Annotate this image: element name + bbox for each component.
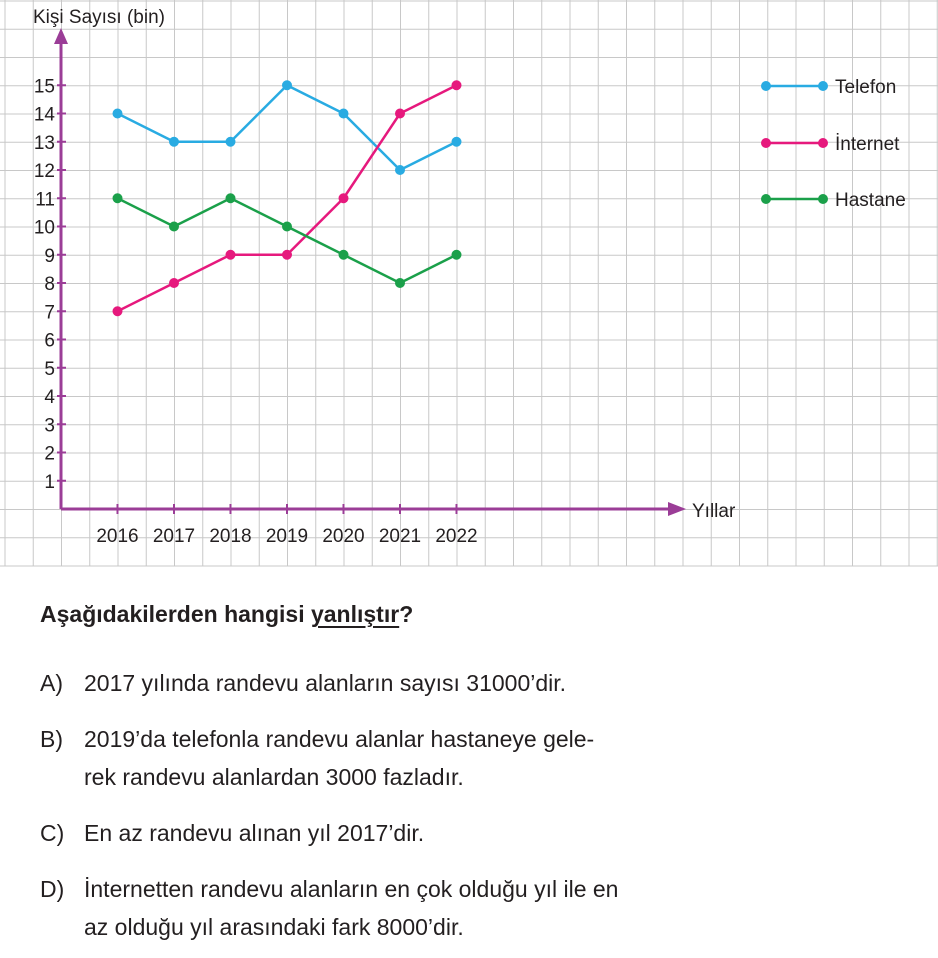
legend-label: Hastane (835, 190, 906, 211)
option-letter: A) (40, 670, 63, 696)
legend-label: Telefon (835, 77, 897, 98)
y-tick-label: 7 (44, 302, 55, 324)
data-point (282, 222, 292, 232)
option-text: 2019’da telefonla randevu alanlar hastaneye gele- (84, 726, 595, 752)
x-tick-label: 2016 (96, 526, 139, 547)
data-point (113, 193, 123, 203)
x-tick-label: 2022 (435, 526, 478, 547)
data-point (282, 250, 292, 260)
option-b[interactable] (40, 720, 594, 796)
legend-marker (818, 194, 828, 204)
option-d[interactable] (40, 870, 618, 946)
x-tick-label: 2018 (209, 526, 252, 547)
y-tick-label: 14 (33, 104, 55, 126)
option-text-continued: rek randevu alanlardan 3000 fazladır. (84, 764, 464, 790)
question-underlined-word: yanlıştır (310, 601, 400, 627)
legend-label: İnternet (835, 134, 900, 155)
data-point (169, 222, 179, 232)
option-text-continued: az olduğu yıl arasındaki fark 8000’dir. (84, 914, 464, 940)
option-text: En az randevu alınan yıl 2017’dir. (84, 820, 425, 846)
x-tick-label: 2021 (378, 526, 422, 547)
x-axis-title: Yıllar (692, 501, 736, 522)
option-letter: B) (40, 726, 63, 752)
option-c[interactable] (40, 814, 424, 852)
data-point (395, 165, 405, 175)
option-a[interactable] (40, 664, 566, 702)
data-point (339, 193, 349, 203)
y-tick-label: 12 (33, 161, 55, 182)
y-tick-label: 13 (33, 132, 55, 154)
legend-marker (761, 138, 771, 148)
legend-marker (761, 194, 771, 204)
y-tick-label: 4 (44, 387, 55, 408)
data-point (395, 278, 405, 288)
data-point (452, 137, 462, 147)
data-point (452, 250, 462, 260)
data-point (169, 137, 179, 147)
y-tick-label: 8 (44, 274, 55, 295)
x-tick-label: 2019 (265, 526, 309, 547)
question-suffix: ? (399, 601, 414, 627)
legend-marker (761, 81, 771, 91)
data-point (282, 80, 292, 90)
y-tick-label: 2 (44, 443, 55, 465)
y-tick-label: 10 (33, 217, 55, 239)
data-point (339, 250, 349, 260)
legend-marker (818, 81, 828, 91)
data-point (113, 306, 123, 316)
y-tick-label: 5 (44, 358, 55, 380)
y-tick-label: 1 (44, 471, 55, 493)
y-tick-label: 3 (44, 415, 55, 437)
y-tick-label: 9 (44, 245, 55, 267)
data-point (113, 109, 123, 119)
question-prefix: Aşağıdakilerden hangisi (40, 601, 311, 627)
data-point (226, 193, 236, 203)
y-axis-title: Kişi Sayısı (bin) (33, 7, 165, 28)
chart-legend (761, 77, 906, 211)
question-text (40, 601, 413, 628)
data-point (452, 80, 462, 90)
data-point (226, 250, 236, 260)
data-point (226, 137, 236, 147)
x-tick-label: 2020 (322, 526, 365, 547)
y-tick-label: 15 (33, 76, 55, 98)
y-tick-label: 6 (44, 330, 55, 352)
data-point (169, 278, 179, 288)
legend-marker (818, 138, 828, 148)
data-point (339, 109, 349, 119)
option-text: İnternetten randevu alanların en çok olduğu yıl ile en (84, 876, 619, 902)
data-point (395, 109, 405, 119)
option-letter: C) (40, 820, 65, 846)
chart-axes (33, 7, 736, 547)
option-text: 2017 yılında randevu alanların sayısı 31000’dir. (84, 670, 567, 696)
x-tick-label: 2017 (152, 526, 196, 547)
option-letter: D) (40, 876, 65, 902)
y-tick-label: 11 (35, 189, 55, 211)
y-axis-arrow-icon (54, 28, 68, 44)
